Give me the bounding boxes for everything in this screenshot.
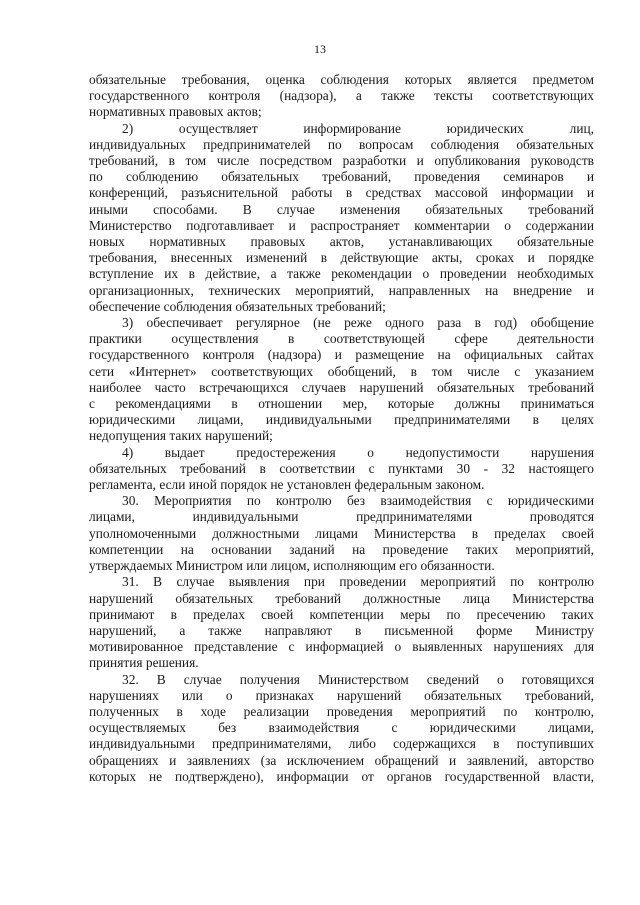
text-line: наиболее часто встречающихся случаев нарушений обязательных требований: [89, 379, 594, 395]
text-line: 31. В случае выявления при проведении мероприятий по контролю: [122, 574, 594, 590]
text-line: мотивированное представление с информацией о выявленных нарушениях для: [89, 639, 594, 655]
text-line: организационных, технических мероприятий, направленных на внедрение и: [89, 282, 594, 298]
text-line: требования, внесенных изменений в действующие акты, сроках и порядке: [89, 250, 594, 266]
text-line: юридическими лицами, индивидуальными предпринимателями в целях: [89, 412, 594, 428]
document-body: [89, 72, 594, 785]
text-line: которых не подтверждено), информации от органов государственной власти,: [89, 768, 594, 784]
text-line: лицами, индивидуальными предпринимателями проводятся: [89, 509, 594, 525]
text-line: практики осуществления в соответствующей сфере деятельности: [89, 331, 594, 347]
text-line: вступление их в действие, а также рекомендации о проведении необходимых: [89, 266, 594, 282]
text-line: с рекомендациями в отношении мер, которые должны приниматься: [89, 396, 594, 412]
text-line: индивидуальных предпринимателей по вопросам соблюдения обязательных: [89, 136, 594, 152]
text-line: нарушений, а также направляют в письменной форме Министру: [89, 622, 594, 638]
text-line: 30. Мероприятия по контролю без взаимодействия с юридическими: [122, 493, 594, 509]
text-line: конференций, разъяснительной работы в средствах массовой информации и: [89, 185, 594, 201]
text-line: индивидуальными предпринимателями, либо содержащихся в поступивших: [89, 736, 594, 752]
text-line: обязательных требований в соответствии с пунктами 30 - 32 настоящего: [89, 460, 594, 476]
text-line: нарушений обязательных требований должностные лица Министерства: [89, 590, 594, 606]
text-line: требований, в том числе посредством разработки и опубликования руководств: [89, 153, 594, 169]
text-line: 3) обеспечивает регулярное (не реже одного раза в год) обобщение: [122, 315, 594, 331]
text-line: обращениях и заявлениях (за исключением обращений и заявлений, авторство: [89, 752, 594, 768]
text-line: принятия решения.: [89, 655, 199, 671]
text-line: 32. В случае получения Министерством сведений о готовящихся: [122, 671, 594, 687]
page-number: 13: [314, 42, 326, 56]
text-line: утверждаемых Министром или лицом, исполняющим его обязанности.: [89, 558, 495, 574]
text-line: обеспечение соблюдения обязательных требований;: [89, 298, 386, 314]
text-line: регламента, если иной порядок не установлен федеральным законом.: [89, 477, 485, 493]
text-line: недопущения таких нарушений;: [89, 428, 273, 444]
text-line: уполномоченными должностными лицами Министерства в пределах своей: [89, 525, 594, 541]
text-line: нарушениях или о признаках нарушений обязательных требований,: [89, 687, 594, 703]
text-line: новых нормативных правовых актов, устанавливающих обязательные: [89, 234, 594, 250]
text-line: 4) выдает предостережения о недопустимости нарушения: [122, 444, 594, 460]
text-line: государственного контроля (надзора), а также тексты соответствующих: [89, 88, 594, 104]
text-line: государственного контроля (надзора) и размещение на официальных сайтах: [89, 347, 594, 363]
text-line: 2) осуществляет информирование юридических лиц,: [122, 120, 594, 136]
text-line: принимают в пределах своей компетенции меры по пресечению таких: [89, 606, 594, 622]
text-line: осуществляемых без взаимодействия с юридическими лицами,: [89, 720, 594, 736]
text-line: иными способами. В случае изменения обязательных требований: [89, 201, 594, 217]
text-line: по соблюдению обязательных требований, проведения семинаров и: [89, 169, 594, 185]
text-line: сети «Интернет» соответствующих обобщений, в том числе с указанием: [89, 363, 594, 379]
text-line: нормативных правовых актов;: [89, 104, 262, 120]
text-line: Министерство подготавливает и распространяет комментарии о содержании: [89, 217, 594, 233]
text-line: полученных в ходе реализации проведения мероприятий по контролю,: [89, 703, 594, 719]
text-line: компетенции на основании заданий на проведение таких мероприятий,: [89, 541, 594, 557]
text-line: обязательные требования, оценка соблюдения которых является предметом: [89, 72, 594, 87]
